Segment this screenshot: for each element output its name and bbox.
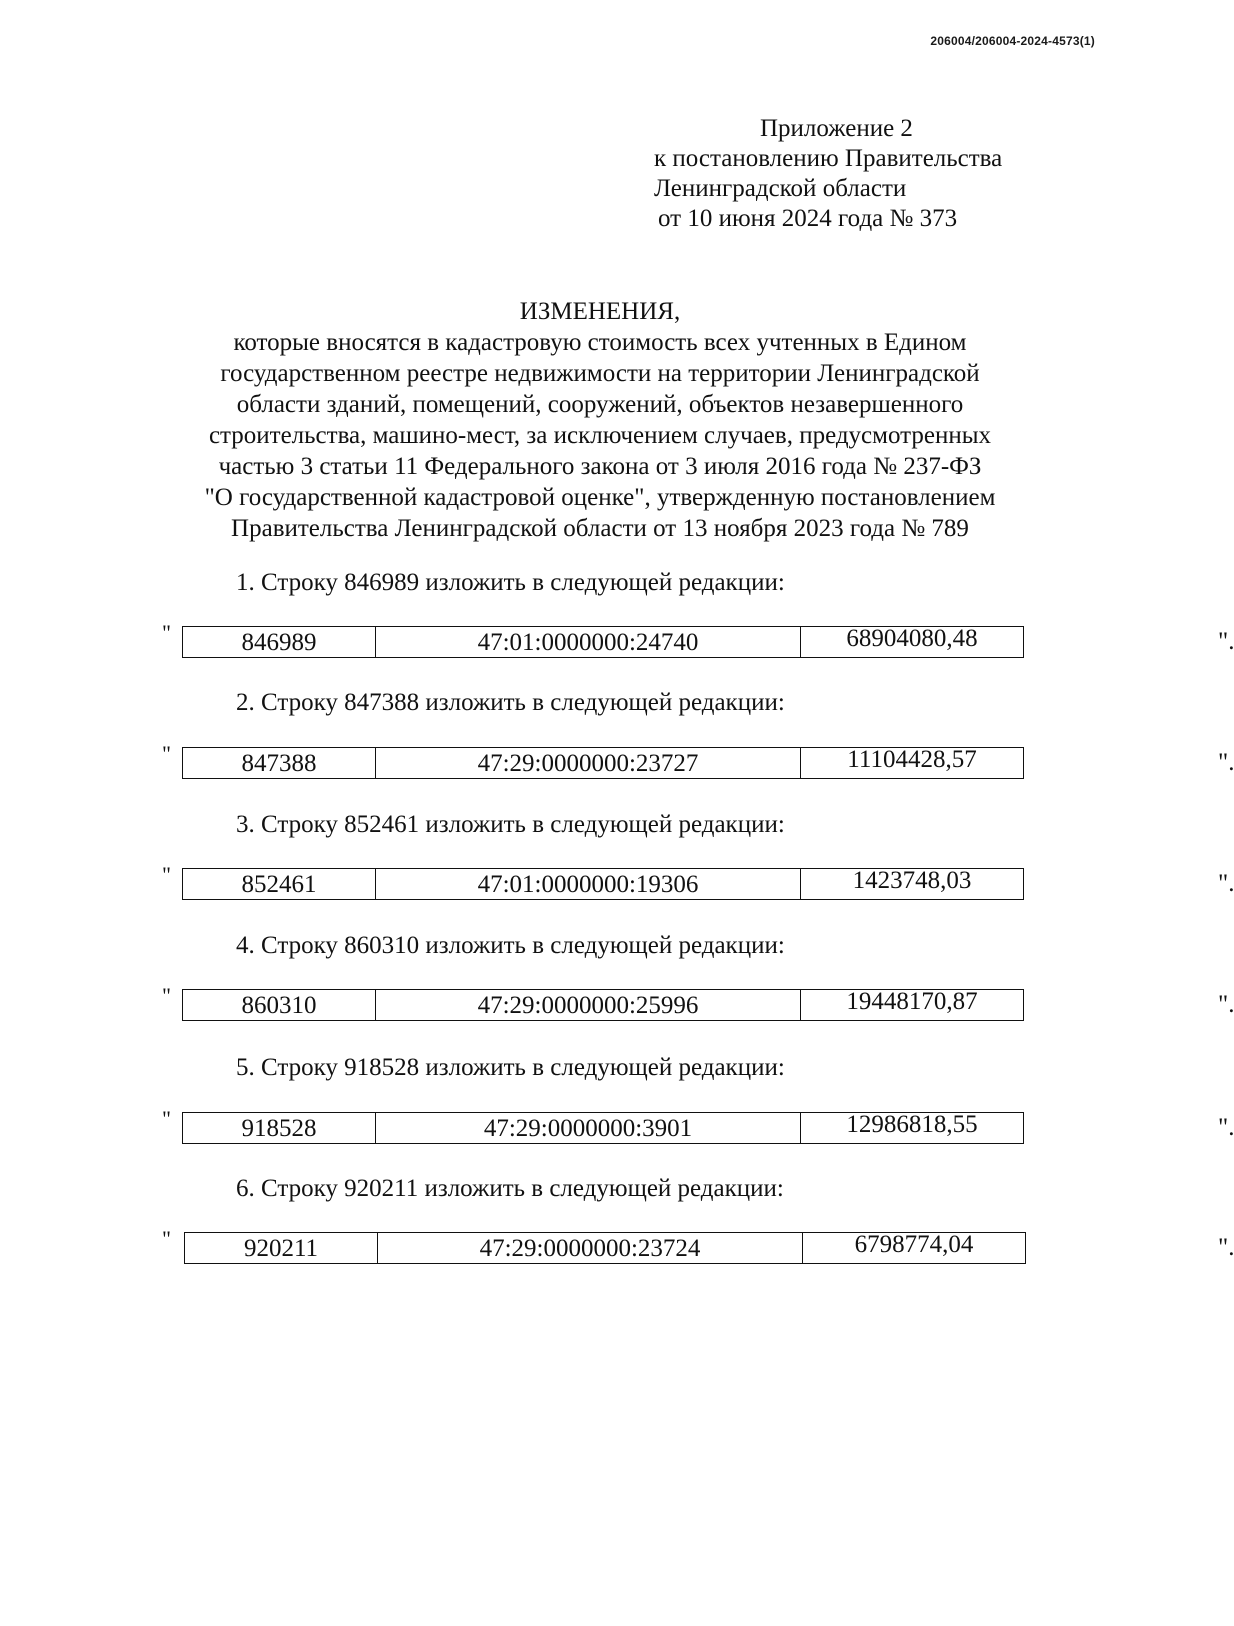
closing-quote: ". [1218, 870, 1234, 897]
appendix-line: к постановлению Правительства [654, 145, 1003, 172]
item-title: 3. Строку 852461 изложить в следующей редакции: [236, 811, 785, 838]
cadastral-number-cell: 47:01:0000000:19306 [376, 869, 801, 899]
row-cells [184, 1232, 1026, 1264]
cadastral-number-cell: 47:01:0000000:24740 [376, 627, 801, 657]
row-number-cell: 846989 [183, 627, 376, 657]
appendix-line: от 10 июня 2024 года № 373 [658, 205, 958, 232]
closing-quote: ". [1218, 628, 1234, 655]
opening-quote: " [162, 1226, 171, 1251]
row-cells [182, 626, 1024, 658]
heading-title: ИЗМЕНЕНИЯ, [519, 298, 681, 325]
table-row [160, 1106, 1234, 1148]
row-number-cell: 847388 [183, 748, 376, 778]
item-title: 6. Строку 920211 изложить в следующей редакции: [236, 1175, 784, 1202]
cadastral-number-cell: 47:29:0000000:3901 [376, 1113, 801, 1143]
table-row [160, 983, 1234, 1025]
appendix-line: Приложение 2 [760, 115, 913, 142]
item-title: 1. Строку 846989 изложить в следующей редакции: [236, 569, 785, 596]
document-id: 206004/206004-2024-4573(1) [930, 34, 1095, 48]
closing-quote: ". [1218, 749, 1234, 776]
cadastral-value-cell: 12986818,55 [846, 1111, 978, 1138]
heading-line: области зданий, помещений, сооружений, объектов незавершенного [236, 391, 964, 418]
opening-quote: " [162, 862, 171, 887]
cadastral-value-cell: 68904080,48 [846, 625, 978, 652]
table-row [160, 862, 1234, 904]
heading-line: "О государственной кадастровой оценке", утвержденную постановлением [204, 484, 996, 511]
opening-quote: " [162, 620, 171, 645]
appendix-header [654, 114, 1002, 234]
item-title: 5. Строку 918528 изложить в следующей редакции: [236, 1054, 785, 1081]
appendix-line: Ленинградской области [654, 175, 907, 202]
heading-line: строительства, машино-мест, за исключением случаев, предусмотренных [208, 422, 992, 449]
row-number-cell: 852461 [183, 869, 376, 899]
cadastral-number-cell: 47:29:0000000:23724 [378, 1233, 803, 1263]
row-cells [182, 868, 1024, 900]
cadastral-number-cell: 47:29:0000000:25996 [376, 990, 801, 1020]
row-number-cell: 860310 [183, 990, 376, 1020]
cadastral-value-cell: 19448170,87 [846, 988, 978, 1015]
heading-line: частью 3 статьи 11 Федерального закона от 3 июля 2016 года № 237-ФЗ [218, 453, 982, 480]
table-row [160, 1226, 1234, 1268]
opening-quote: " [162, 1106, 171, 1131]
row-cells [182, 747, 1024, 779]
row-cells [182, 989, 1024, 1021]
cadastral-value-cell: 6798774,04 [854, 1231, 974, 1258]
cadastral-number-cell: 47:29:0000000:23727 [376, 748, 801, 778]
heading-line: государственном реестре недвижимости на территории Ленинградской [220, 360, 980, 387]
opening-quote: " [162, 983, 171, 1008]
cadastral-value-cell: 1423748,03 [852, 867, 972, 894]
document-heading [80, 296, 1120, 544]
item-title: 4. Строку 860310 изложить в следующей редакции: [236, 932, 785, 959]
closing-quote: ". [1218, 991, 1234, 1018]
heading-line: которые вносятся в кадастровую стоимость всех учтенных в Едином [233, 329, 967, 356]
table-row [160, 620, 1234, 662]
table-row [160, 741, 1234, 783]
cadastral-value-cell: 11104428,57 [847, 746, 977, 773]
opening-quote: " [162, 741, 171, 766]
item-title: 2. Строку 847388 изложить в следующей редакции: [236, 689, 785, 716]
row-cells [182, 1112, 1024, 1144]
row-number-cell: 920211 [185, 1233, 378, 1263]
closing-quote: ". [1218, 1114, 1234, 1141]
closing-quote: ". [1218, 1234, 1234, 1261]
row-number-cell: 918528 [183, 1113, 376, 1143]
heading-line: Правительства Ленинградской области от 13 ноября 2023 года № 789 [231, 515, 969, 542]
